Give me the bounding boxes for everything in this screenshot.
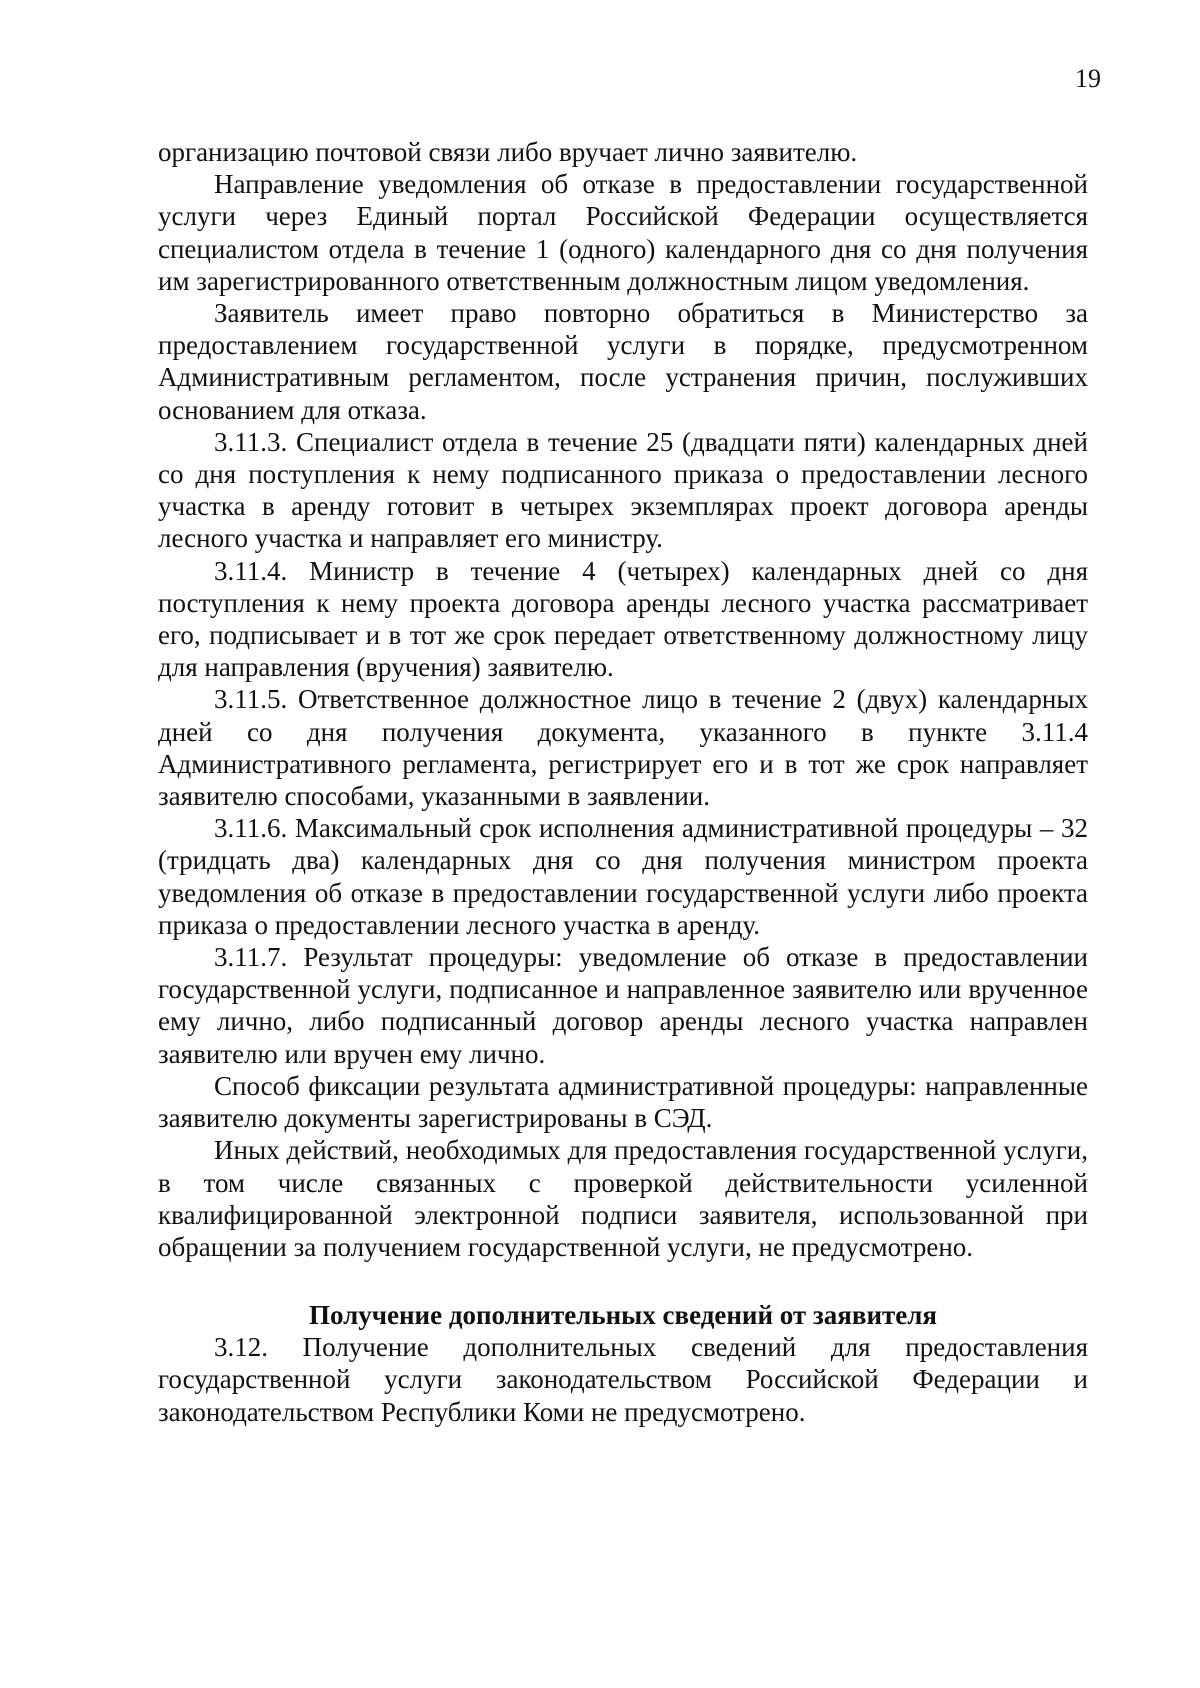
page-number: 19 bbox=[1075, 64, 1101, 93]
paragraph: 3.11.4. Министр в течение 4 (четырех) календарных дней со дня поступления к нему проекта договора аренды лесного участка рассматривает его, подписывает и в тот же срок передает ответственному должностному лицу для направления (вручения) заявителю. bbox=[158, 555, 1088, 683]
paragraph: 3.11.7. Результат процедуры: уведомление об отказе в предоставлении государственной услуги, подписанное и направленное заявителю или врученное ему лично, либо подписанный договор аренды лесного участка направлен заявителю или вручен ему лично. bbox=[158, 942, 1088, 1069]
paragraph: Иных действий, необходимых для предоставления государственной услуги, в том числе связанных с проверкой действительности усиленной квалифицированной электронной подписи заявителя, использованной при обращении за получением государственной услуги, не предусмотрено. bbox=[158, 1135, 1088, 1262]
paragraph: 3.11.3. Специалист отдела в течение 25 (двадцати пяти) календарных дней со дня поступления к нему подписанного приказа о предоставлении лесного участка в аренду готовит в четырех экземплярах проект договора аренды лесного участка и направляет его министру. bbox=[158, 426, 1088, 554]
paragraph: Направление уведомления об отказе в предоставлении государственной услуги через Единый портал Российской Федерации осуществляется специалистом отдела в течение 1 (одного) календарного дня со дня получения им зарегистрированного ответственным должностным лицом уведомления. bbox=[158, 169, 1088, 296]
paragraph: 3.11.5. Ответственное должностное лицо в течение 2 (двух) календарных дней со дня получения документа, указанного в пункте 3.11.4 Административного регламента, регистрирует его и в тот же срок направляет заявителю способами, указанными в заявлении. bbox=[158, 684, 1088, 812]
paragraph: организацию почтовой связи либо вручает лично заявителю. bbox=[158, 137, 858, 167]
paragraph: 3.11.6. Максимальный срок исполнения административной процедуры – 32 (тридцать два) календарных дня со дня получения министром проекта уведомления об отказе в предоставлении государственной услуги либо проекта приказа о предоставлении лесного участка в аренду. bbox=[158, 813, 1088, 940]
section-heading: Получение дополнительных сведений от заявителя bbox=[308, 1300, 938, 1331]
document-body bbox=[158, 136, 1088, 1428]
section-paragraph: 3.12. Получение дополнительных сведений для предоставления государственной услуги законодательством Российской Федерации и законодательством Республики Коми не предусмотрено. bbox=[158, 1332, 1088, 1427]
paragraph: Заявитель имеет право повторно обратиться в Министерство за предоставлением государственной услуги в порядке, предусмотренном Административным регламентом, после устранения причин, послуживших основанием для отказа. bbox=[158, 298, 1088, 425]
paragraph: Способ фиксации результата административной процедуры: направленные заявителю документы зарегистрированы в СЭД. bbox=[158, 1070, 1088, 1134]
